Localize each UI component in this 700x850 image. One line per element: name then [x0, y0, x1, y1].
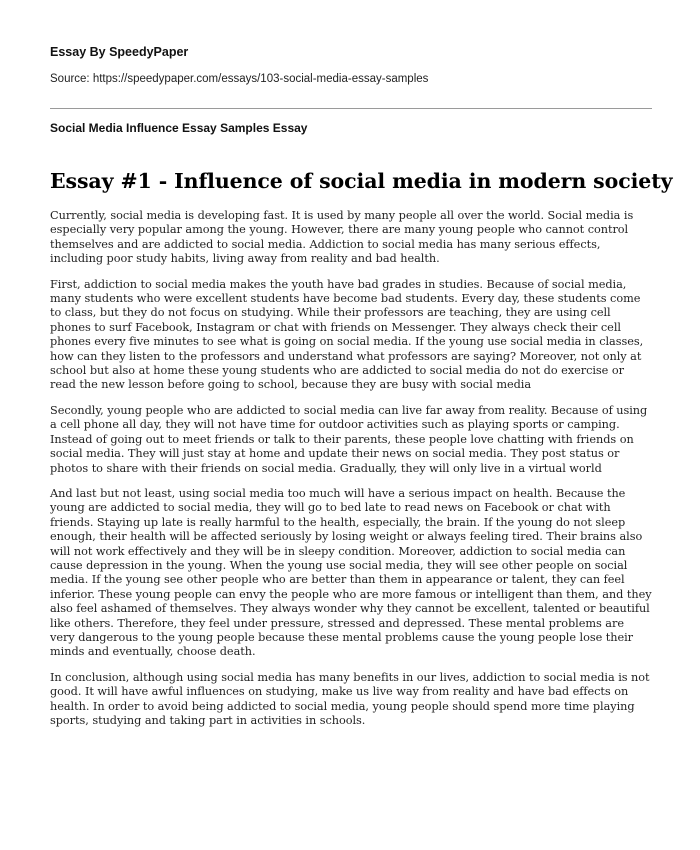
essay-paragraph-conclusion: In conclusion, although using social media has many benefits in our lives, addiction to social media is not good. It will have awful influences on studying, make us live way from reality and have bad effects on health. In order to avoid being addicted to social media, young people should spend more time playing sports, studying and taking part in activities in schools.: [50, 670, 650, 727]
essay-paragraph-studies: First, addiction to social media makes the youth have bad grades in studies. Because of social media, many students who were excellent students have become bad students. Every day, these students come to class, but they do not focus on studying. While their professors are teaching, they are using cell phones to surf Facebook, Instagram or chat with friends on Messenger. They always check their cell phones every five minutes to see what is going on social media. If the young use social media in classes, how can they listen to the professors and understand what professors are saying? Moreover, not only at school but also at home these young students who are addicted to social media do not do exercise or read the new lesson before going to school, because they are busy with social media: [50, 277, 644, 392]
essay-body: [50, 209, 652, 739]
collection-title: Social Media Influence Essay Samples Essay: [50, 121, 308, 135]
essay-paragraph-reality: Secondly, young people who are addicted to social media can live far away from reality. Because of using a cell phone all day, they will not have time for outdoor activities such as playing sports or camping. Instead of going out to meet friends or talk to their parents, these people love chatting with friends on social media. They will just stay at home and update their news on social media. They post status or photos to share with their friends on social media. Gradually, they will only live in a virtual world: [50, 403, 648, 475]
essay-title: Essay #1 - Influence of social media in modern society: [50, 169, 673, 193]
header-divider: [50, 108, 652, 109]
brand-heading: Essay By SpeedyPaper: [50, 45, 189, 59]
essay-paragraph-health: And last but not least, using social media too much will have a serious impact on health. Because the young are addicted to social media, they will go to bed late to read news on Facebook or chat with friends. Staying up late is really harmful to the health, especially, the brain. If the young do not sleep enough, their health will be affected seriously by losing weight or always feeling tired. Their brains also will not work effectively and they will be in sleepy condition. Moreover, addiction to social media can cause depression in the young. When the young use social media, they will see other people on social media. If the young see other people who are better than them in appearance or talent, they can feel inferior. These young people can envy the people who are more famous or intelligent than them, and they also feel ashamed of themselves. They always wonder why they cannot be excellent, talented or beautiful like others. Therefore, they feel under pressure, stressed and depressed. These mental problems are very dangerous to the young people because these mental problems cause the young people lose their minds and eventually, choose death.: [50, 486, 652, 659]
source-link[interactable]: https://speedypaper.com/essays/103-social-media-essay-samples: [92, 73, 429, 85]
source-line: [50, 73, 428, 85]
essay-paragraph-intro: Currently, social media is developing fast. It is used by many people all over the world. Social media is especially very popular among the young. However, there are many young people who cannot control themselves and are addicted to social media. Addiction to social media has many serious effects, including poor study habits, living away from reality and bad health.: [50, 209, 634, 266]
source-label: Source:: [50, 73, 93, 85]
